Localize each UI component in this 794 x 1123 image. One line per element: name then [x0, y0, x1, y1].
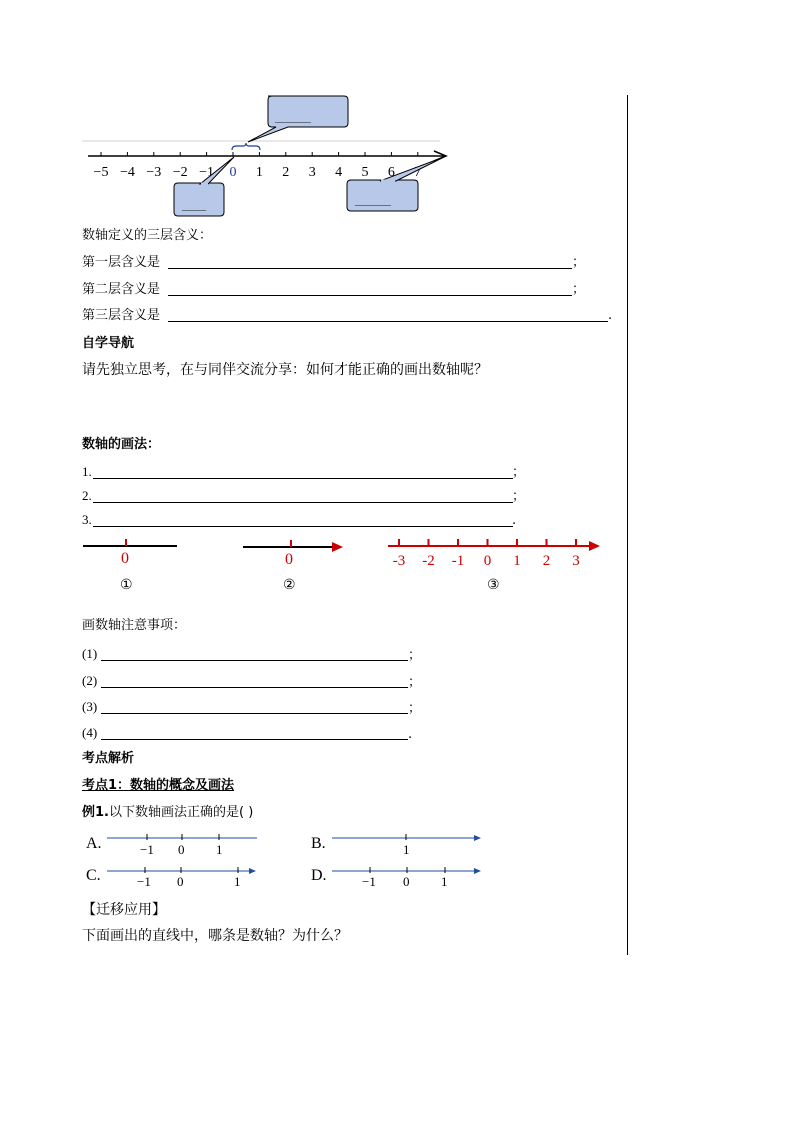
self-study-heading: 自学导航 — [82, 336, 135, 351]
point-1-heading: 考点1：数轴的概念及画法 — [82, 778, 235, 793]
top-tick-label: 2 — [282, 165, 290, 180]
option-c-tick-0: 0 — [177, 874, 184, 889]
figure-3-number-line — [385, 536, 605, 572]
fig3-tick-label: -3 — [392, 553, 406, 569]
top-tick-label: 7 — [414, 165, 422, 180]
note-end-4: . — [408, 727, 413, 742]
figure-1-zero: 0 — [121, 550, 129, 567]
note-blank-3[interactable] — [101, 713, 408, 714]
fig3-tick-label: 0 — [483, 553, 492, 569]
drawing-item-2: 2. — [82, 488, 92, 503]
option-c-line — [105, 861, 265, 893]
option-b-tick-1: 1 — [403, 842, 410, 857]
layer3-label: 第三层含义是 — [82, 308, 161, 323]
layer3-end: . — [608, 308, 613, 323]
top-tick-label: −1 — [199, 165, 215, 180]
layer2-blank[interactable] — [168, 295, 572, 296]
option-c-tick-neg1: −1 — [137, 874, 151, 889]
figure-1-segment — [80, 536, 180, 572]
option-d-tick-0: 0 — [403, 874, 410, 889]
figure-3-ticks — [393, 539, 580, 569]
layer1-end: ； — [572, 255, 586, 270]
top-tick-label: −2 — [172, 165, 188, 180]
note-end-1: ； — [408, 648, 422, 663]
option-a-line — [105, 828, 265, 860]
note-blank-1[interactable] — [101, 660, 408, 661]
figure-2-ray — [240, 536, 350, 572]
caption-2: ② — [283, 578, 296, 593]
note-label-2: (2) — [82, 673, 98, 688]
option-c-tick-1: 1 — [234, 874, 241, 889]
option-b-label[interactable]: B. — [311, 835, 326, 852]
option-d-tick-neg1: −1 — [362, 874, 376, 889]
example-1-text: 以下数轴画法正确的是( ) — [108, 805, 254, 820]
caption-1: ① — [120, 578, 133, 593]
top-number-line-figure — [80, 90, 460, 220]
example-1-label: 例1. — [82, 805, 109, 820]
layer1-label: 第一层含义是 — [82, 255, 161, 270]
callout-right-blank: ______ — [355, 193, 391, 207]
option-b-line — [330, 828, 490, 860]
self-study-question: 请先独立思考，在与同伴交流分享：如何才能正确的画出数轴呢？ — [82, 362, 488, 378]
option-d-tick-1: 1 — [441, 874, 448, 889]
option-a-label[interactable]: A. — [86, 835, 102, 852]
example-1 — [82, 805, 253, 821]
note-end-2: ； — [408, 675, 422, 690]
layer3-blank[interactable] — [168, 321, 608, 322]
top-tick-label: −5 — [93, 165, 109, 180]
drawing-item-3: 3. — [82, 512, 92, 527]
caption-3: ③ — [487, 578, 500, 593]
drawing-end-1: ； — [512, 465, 526, 480]
drawing-item-1: 1. — [82, 464, 92, 479]
page-right-rule — [627, 95, 628, 955]
callout-top-blank: ______ — [275, 110, 311, 124]
note-label-1: (1) — [82, 646, 98, 661]
note-blank-4[interactable] — [101, 739, 408, 740]
definition-heading: 数轴定义的三层含义： — [82, 228, 213, 243]
option-a-tick-0: 0 — [178, 842, 185, 857]
fig3-tick-label: -2 — [422, 553, 435, 569]
note-label-3: (3) — [82, 699, 98, 714]
option-d-line — [330, 861, 490, 893]
drawing-blank-3[interactable] — [93, 526, 513, 527]
top-tick-label: 1 — [255, 165, 263, 180]
fig3-tick-label: 1 — [513, 553, 521, 569]
drawing-end-2: ； — [512, 489, 526, 504]
transfer-question: 下面画出的直线中，哪条是数轴？为什么？ — [82, 928, 348, 944]
top-tick-label: 3 — [308, 165, 316, 180]
drawing-blank-1[interactable] — [93, 478, 513, 479]
fig3-tick-label: 3 — [572, 553, 580, 569]
layer2-label: 第二层含义是 — [82, 282, 161, 297]
option-c-label[interactable]: C. — [86, 867, 101, 884]
fig3-tick-label: -1 — [451, 553, 465, 569]
figure-2-zero: 0 — [285, 551, 293, 568]
transfer-heading: 【迁移应用】 — [82, 902, 166, 918]
option-a-tick-1: 1 — [216, 842, 223, 857]
option-a-tick-neg1: −1 — [140, 842, 154, 857]
top-tick-label: 5 — [361, 165, 369, 180]
layer1-blank[interactable] — [168, 268, 572, 269]
top-tick-label: 4 — [335, 165, 343, 180]
layer2-end: ； — [572, 282, 586, 297]
top-tick-label: 0 — [229, 165, 237, 180]
callout-left-blank: ____ — [182, 198, 206, 212]
note-end-3: ； — [408, 701, 422, 716]
top-tick-label: 6 — [387, 165, 395, 180]
analysis-heading: 考点解析 — [82, 751, 135, 766]
note-blank-2[interactable] — [101, 687, 408, 688]
drawing-blank-2[interactable] — [93, 502, 513, 503]
top-tick-label: −3 — [146, 165, 162, 180]
option-d-label[interactable]: D. — [311, 867, 327, 884]
top-tick-label: −4 — [119, 165, 135, 180]
drawing-heading: 数轴的画法： — [82, 437, 161, 452]
drawing-end-3: . — [512, 513, 517, 528]
notes-heading: 画数轴注意事项： — [82, 618, 187, 633]
fig3-tick-label: 2 — [542, 553, 551, 569]
note-label-4: (4) — [82, 725, 98, 740]
